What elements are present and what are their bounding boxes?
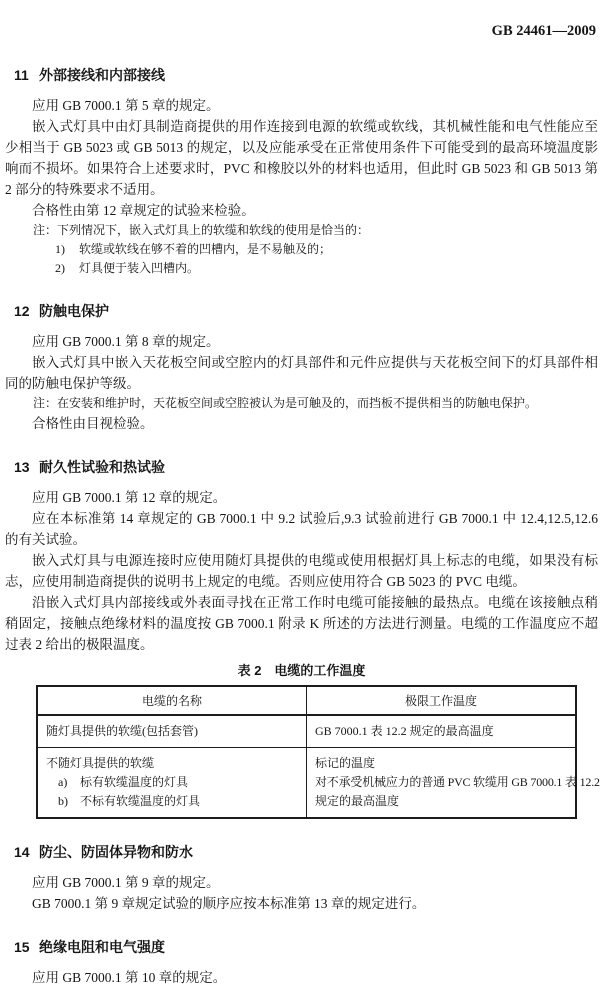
paragraph: 应用 GB 7000.1 第 5 章的规定。 <box>32 98 220 113</box>
paragraph: 应用 GB 7000.1 第 10 章的规定。 <box>32 970 227 985</box>
cell-limit-temperature <box>307 748 600 819</box>
paragraph: 合格性由第 12 章规定的试验来检验。 <box>32 203 255 218</box>
list-item-text: 不标有软缆温度的灯具 <box>80 794 201 808</box>
table-row <box>37 748 576 819</box>
list-item-number: a) <box>58 775 68 789</box>
cell-line: 标记的温度 <box>315 756 376 770</box>
list-item-text: 灯具便于装入凹槽内。 <box>79 261 200 275</box>
section-14-heading <box>14 843 598 862</box>
section-title: 外部接线和内部接线 <box>39 67 165 83</box>
section-12-heading <box>14 302 598 321</box>
cell-line: 对不承受机械应力的普通 PVC 软缆用 GB 7000.1 表 12.2 <box>315 775 600 789</box>
section-title: 绝缘电阻和电气强度 <box>39 939 165 955</box>
cell-list-item <box>58 792 298 811</box>
section-11-heading <box>14 66 598 85</box>
paragraph: 合格性由目视检验。 <box>32 416 154 431</box>
note: 注：在安装和维护时，天花板空间或空腔被认为是可触及的，而挡板不提供相当的防触电保护。 <box>33 396 538 410</box>
section-number: 12 <box>14 303 30 319</box>
section-number: 15 <box>14 939 30 955</box>
paragraph: 嵌入式灯具中由灯具制造商提供的用作连接到电源的软缆或软线，其机械性能和电气性能应至少相当于 GB 5023 或 GB 5013 的规定，以及应能承受在正常使用条件下可能受到的最高环境温度影响而不损坏。如果符合上述要求时，PVC 和橡胶以外的材料也适用，但此时 GB 5023 和 GB 5013 第 2 部分的特殊要求不适用。 <box>5 119 598 197</box>
column-header-cable-name: 电缆的名称 <box>37 686 307 715</box>
paragraph: 嵌入式灯具中嵌入天花板空间或空腔内的灯具部件和元件应提供与天花板空间下的灯具部件相同的防触电保护等级。 <box>5 355 598 391</box>
paragraph: 嵌入式灯具与电源连接时应使用随灯具提供的电缆或使用根据灯具上标志的电缆，如果没有标志，应使用制造商提供的说明书上规定的电缆。否则应使用符合 GB 5023 的 PVC 电缆。 <box>5 553 598 589</box>
list-item-number: b) <box>58 794 68 808</box>
paragraph: 沿嵌入式灯具内部接线或外表面寻找在正常工作时电缆可能接触的最热点。电缆在该接触点稍稍固定，接触点绝缘材料的温度按 GB 7000.1 附录 K 所述的方法进行测量。电缆的工作温度应不超过表 2 给出的极限温度。 <box>5 595 598 652</box>
table-cable-operating-temperature <box>36 685 600 819</box>
section-number: 14 <box>14 844 30 860</box>
list-item-number: 2) <box>55 261 65 275</box>
table-caption: 表 2 电缆的工作温度 <box>237 663 366 678</box>
table-header-row <box>37 686 576 715</box>
section-number: 13 <box>14 459 30 475</box>
list-item-text: 软缆或软线在够不着的凹槽内，是不易触及的； <box>79 242 332 256</box>
standard-code: GB 24461—2009 <box>491 23 596 39</box>
cell-limit-temperature: GB 7000.1 表 12.2 规定的最高温度 <box>307 715 577 748</box>
table-row <box>37 715 576 748</box>
paragraph: 应用 GB 7000.1 第 8 章的规定。 <box>32 334 220 349</box>
section-title: 耐久性试验和热试验 <box>39 459 165 475</box>
column-header-limit-temperature: 极限工作温度 <box>307 686 577 715</box>
cell-cable-name <box>37 748 307 819</box>
paragraph: GB 7000.1 第 9 章规定试验的顺序应按本标准第 13 章的规定进行。 <box>32 896 426 911</box>
section-number: 11 <box>14 67 29 83</box>
note-list-item <box>55 240 598 259</box>
section-15-heading <box>14 938 598 957</box>
paragraph: 应用 GB 7000.1 第 9 章的规定。 <box>32 875 220 890</box>
note: 注：下列情况下，嵌入式灯具上的软缆和软线的使用是恰当的： <box>33 223 370 237</box>
cell-line: 规定的最高温度 <box>315 794 400 808</box>
list-item-number: 1) <box>55 242 65 256</box>
section-13-heading <box>14 458 598 477</box>
note-list-item <box>55 259 598 278</box>
cell-line: 不随灯具提供的软缆 <box>46 756 155 770</box>
section-title: 防触电保护 <box>39 303 109 319</box>
cell-cable-name: 随灯具提供的软缆(包括套管) <box>37 715 307 748</box>
cell-list-item <box>58 773 298 792</box>
paragraph: 应在本标准第 14 章规定的 GB 7000.1 中 9.2 试验后,9.3 试验前进行 GB 7000.1 中 12.4,12.5,12.6 的有关试验。 <box>5 511 598 547</box>
section-title: 防尘、防固体异物和防水 <box>39 844 193 860</box>
list-item-text: 标有软缆温度的灯具 <box>80 775 189 789</box>
paragraph: 应用 GB 7000.1 第 12 章的规定。 <box>32 490 227 505</box>
